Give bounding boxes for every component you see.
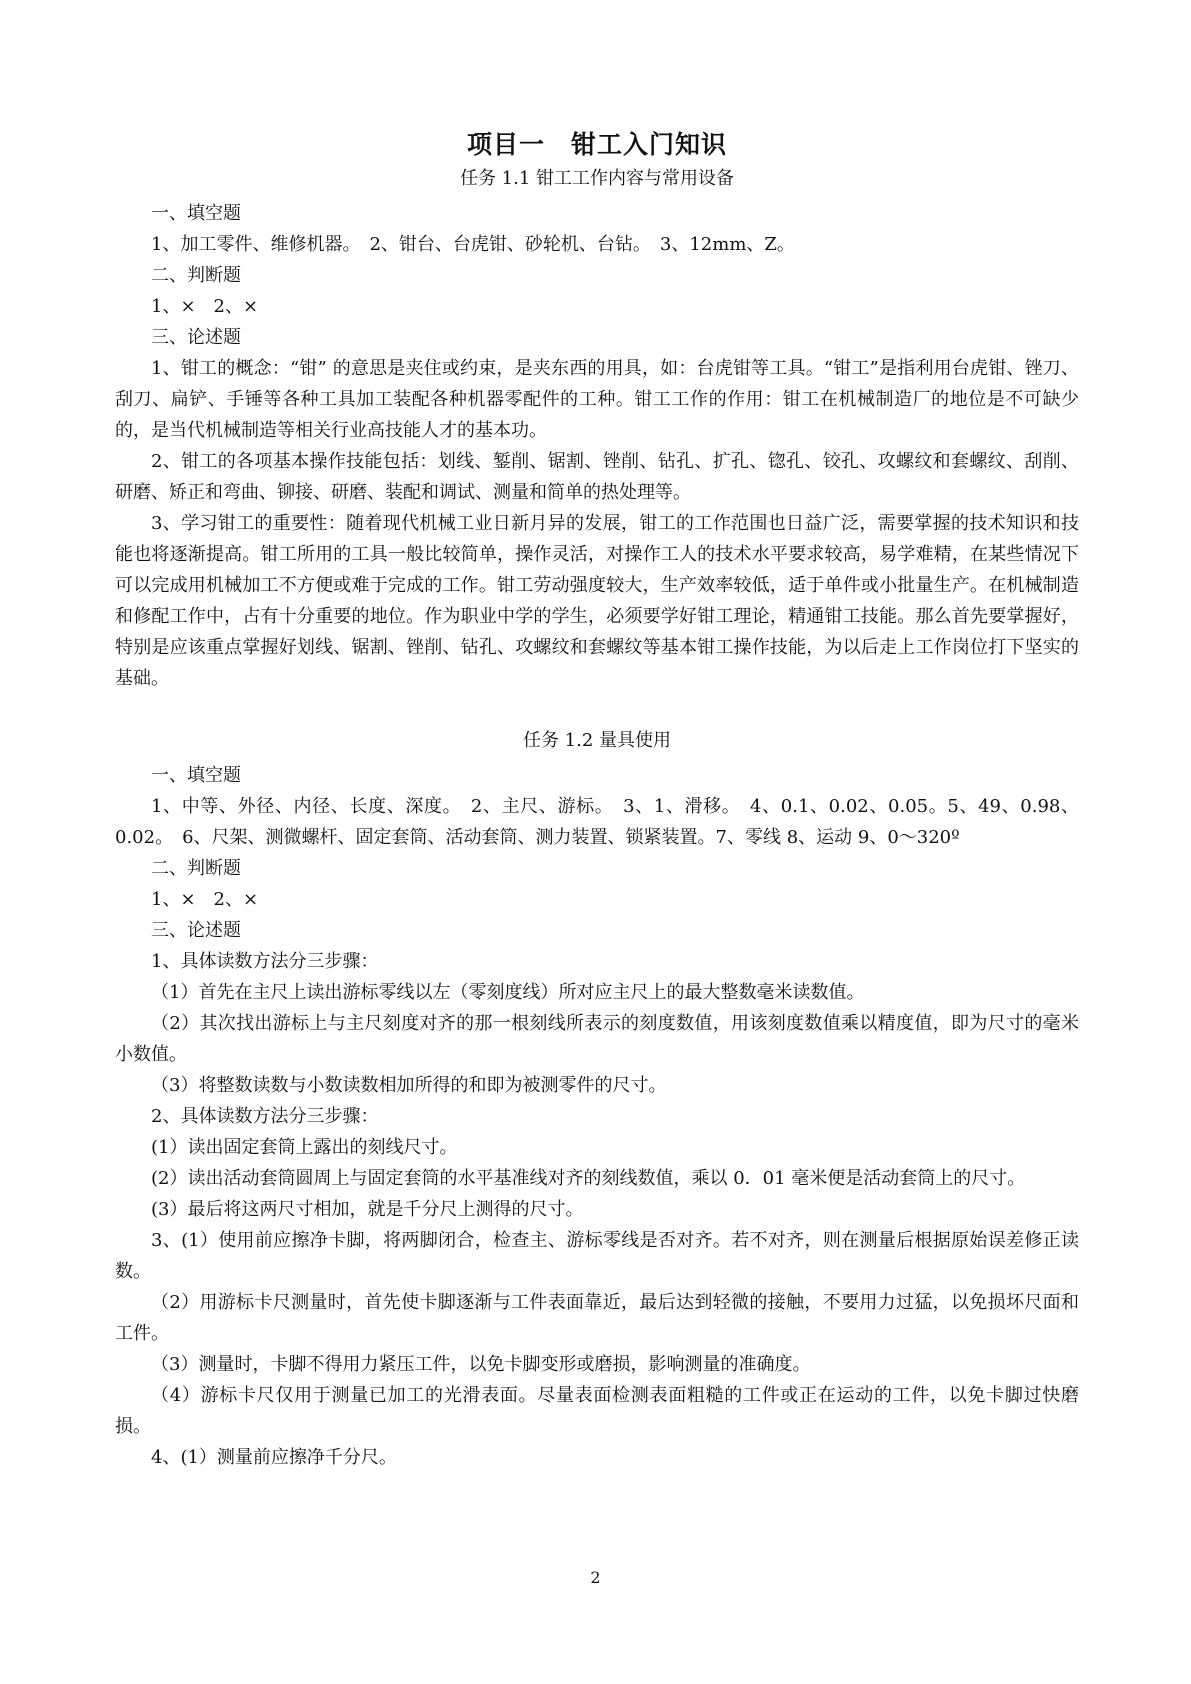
task-2-essay-heading: 三、论述题 [151, 920, 241, 941]
task-2-q1-step-1: （1）首先在主尺上读出游标零线以左（零刻度线）所对应主尺上的最大整数毫米读数值。 [151, 982, 865, 1003]
task-2-fill-answers: 1、中等、外径、内径、长度、深度。 2、主尺、游标。 3、1、滑移。 4、0.1、0.02、0.05。5、49、0.98、0.02。 6、尺架、测微螺杆、固定套筒、活动套筒、测力装置、锁紧装置。7、零线 8、运动 9、0～320º [115, 796, 1079, 848]
task-2-q4-step-1: 4、(1）测量前应擦净千分尺。 [151, 1447, 397, 1468]
task-2-q2-step-1: (1）读出固定套筒上露出的刻线尺寸。 [151, 1137, 458, 1158]
task-2-q2-step-2: (2）读出活动套筒圆周上与固定套筒的水平基准线对齐的刻线数值，乘以 0．01 毫米便是活动套筒上的尺寸。 [151, 1168, 1026, 1189]
task-1-essay-3: 3、学习钳工的重要性：随着现代机械工业日新月异的发展，钳工的工作范围也日益广泛，需要掌握的技术知识和技能也将逐渐提高。钳工所用的工具一般比较简单，操作灵活，对操作工人的技术水平要求较高，易学难精，在某些情况下可以完成用机械加工不方便或难于完成的工作。钳工劳动强度较大，生产效率较低，适于单件或小批量生产。在机械制造和修配工作中，占有十分重要的地位。作为职业中学的学生，必须要学好钳工理论，精通钳工技能。那么首先要掌握好，特别是应该重点掌握好划线、锯割、锉削、钻孔、攻螺纹和套螺纹等基本钳工操作技能，为以后走上工作岗位打下坚实的基础。 [115, 513, 1079, 689]
task-2-q1-step-3: （3）将整数读数与小数读数相加所得的和即为被测零件的尺寸。 [151, 1075, 667, 1096]
page-number: 2 [590, 1568, 601, 1587]
task-1-heading: 任务 1.1 钳工工作内容与常用设备 [459, 168, 735, 189]
task-2-judge-heading: 二、判断题 [151, 858, 241, 879]
task-2-judge-answers: 1、× 2、× [151, 889, 259, 910]
task-1-essay-2: 2、钳工的各项基本操作技能包括：划线、錾削、锯割、锉削、钻孔、扩孔、锪孔、铰孔、攻螺纹和套螺纹、刮削、研磨、矫正和弯曲、铆接、研磨、装配和调试、测量和简单的热处理等。 [115, 451, 1079, 503]
task-2-q1-step-2: （2）其次找出游标上与主尺刻度对齐的那一根刻线所表示的刻度数值，用该刻度数值乘以精度值，即为尺寸的毫米小数值。 [115, 1013, 1079, 1065]
task-2-heading: 任务 1.2 量具使用 [522, 730, 672, 751]
task-2-q2-intro: 2、具体读数方法分三步骤： [151, 1106, 379, 1127]
task-1-judge-heading: 二、判断题 [151, 265, 241, 286]
page-content [115, 128, 1079, 1473]
task-2-q3-step-2: （2）用游标卡尺测量时，首先使卡脚逐渐与工件表面靠近，最后达到轻微的接触，不要用力过猛，以免损坏尺面和工件。 [115, 1292, 1079, 1344]
task-2-q3-step-3: （3）测量时，卡脚不得用力紧压工件，以免卡脚变形或磨损，影响测量的准确度。 [151, 1354, 811, 1375]
task-1-fill-answers: 1、加工零件、维修机器。 2、钳台、台虎钳、砂轮机、台钻。 3、12mm、Z。 [151, 234, 795, 255]
chapter-title: 项目一 钳工入门知识 [466, 130, 727, 159]
task-1-judge-answers: 1、× 2、× [151, 296, 259, 317]
task-2-q1-intro: 1、具体读数方法分三步骤： [151, 951, 379, 972]
task-2-q3-step-4: （4）游标卡尺仅用于测量已加工的光滑表面。尽量表面检测表面粗糙的工件或正在运动的工件，以免卡脚过快磨损。 [115, 1385, 1079, 1437]
task-2-q3-step-1: 3、(1）使用前应擦净卡脚，将两脚闭合，检查主、游标零线是否对齐。若不对齐，则在测量后根据原始误差修正读数。 [115, 1230, 1079, 1282]
task-1-essay-heading: 三、论述题 [151, 327, 241, 348]
task-2-q2-step-3: (3）最后将这两尺寸相加，就是千分尺上测得的尺寸。 [151, 1199, 584, 1220]
task-1-essay-1: 1、钳工的概念：“钳” 的意思是夹住或约束，是夹东西的用具，如：台虎钳等工具。“钳工”是指利用台虎钳、锉刀、刮刀、扁铲、手锤等各种工具加工装配各种机器零配件的工种。钳工工作的作用：钳工在机械制造厂的地位是不可缺少的，是当代机械制造等相关行业高技能人才的基本功。 [115, 358, 1079, 441]
task-2-fill-heading: 一、填空题 [151, 765, 241, 786]
task-1-fill-heading: 一、填空题 [151, 203, 241, 224]
